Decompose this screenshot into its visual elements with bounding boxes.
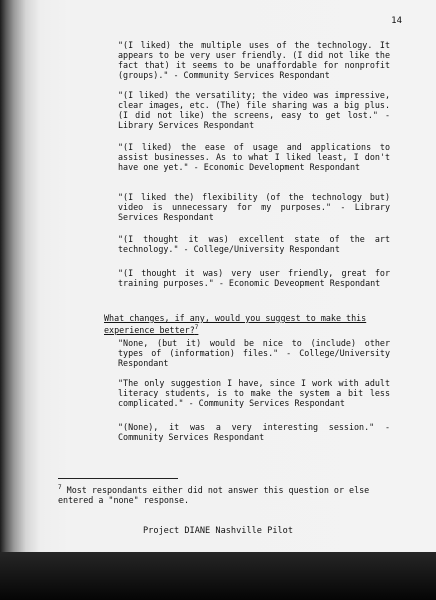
footnote-mark: 7 bbox=[58, 484, 62, 491]
page-footer: Project DIANE Nashville Pilot bbox=[142, 526, 294, 536]
page-number: 14 bbox=[391, 16, 402, 26]
quote-economic-development-2: "(I thought it was) very user friendly, great for training purposes." - Economic Deveopment Respondant bbox=[118, 268, 390, 288]
quote-library-services-1: "(I liked) the versatility; the video was impressive, clear images, etc. (The) file sharing was a big plus. (I did not like) the screens, easy to get lost." - Library Services Respondant bbox=[118, 90, 390, 130]
footnote-text: Most respondants either did not answer this question or else entered a "none" response. bbox=[58, 484, 370, 505]
quote-library-services-2: "(I liked the) flexibility (of the technology but) video is unnecessary for my purposes." - Library Services Respondant bbox=[118, 192, 390, 222]
question-footnote-mark: 7 bbox=[194, 324, 199, 331]
footnote bbox=[58, 483, 388, 505]
question-text: What changes, if any, would you suggest to make this experience better? bbox=[104, 313, 367, 335]
footnote-rule bbox=[58, 478, 178, 479]
quote-community-services-1: "(I liked) the multiple uses of the technology. It appears to be very user friendly. (I did not like the fact that) it seems to be unaffordable for nonprofit (groups)." - Community Services Respondant bbox=[118, 40, 390, 80]
suggestion-community-services-2: "(None), it was a very interesting session." - Community Services Respondant bbox=[118, 422, 390, 442]
quote-economic-development-1: "(I liked) the ease of usage and applications to assist businesses. As to what I liked least, I don't have one yet." - Economic Development Respondant bbox=[118, 142, 390, 172]
question-heading bbox=[104, 313, 394, 335]
suggestion-community-services-1: "The only suggestion I have, since I work with adult literacy students, is to make the system a bit less complicated." - Community Services Respondant bbox=[118, 378, 390, 408]
scan-bottom-edge bbox=[0, 552, 436, 600]
suggestion-college-university: "None, (but it) would be nice to (include) other types of (information) files." - College/University Respondant bbox=[118, 338, 390, 368]
quote-college-university-1: "(I thought it was) excellent state of the art technology." - College/University Respondant bbox=[118, 234, 390, 254]
